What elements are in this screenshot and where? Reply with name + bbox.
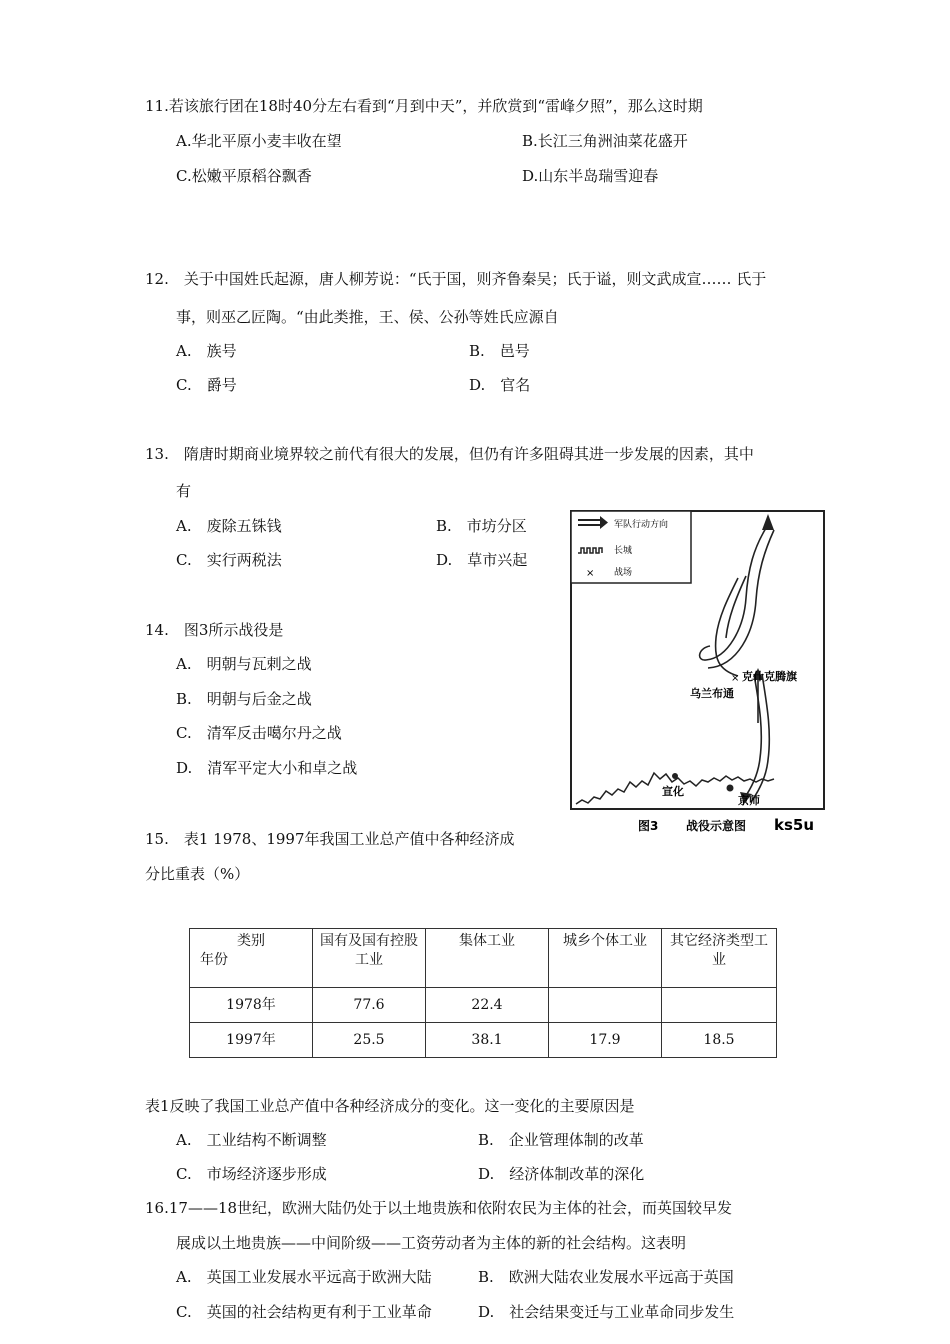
q15-option-a: A. 工业结构不断调整 xyxy=(176,1131,327,1149)
q11-option-a: A.华北平原小麦丰收在望 xyxy=(176,132,342,150)
q14-option-d: D. 清军平定大小和卓之战 xyxy=(176,759,358,777)
q12-stem-line2: 事，则巫乙匠陶。“由此类推，王、侯、公孙等姓氏应源自 xyxy=(176,308,559,326)
q11-stem: 11.若该旅行团在18时40分左右看到“月到中天”，并欣赏到“雷峰夕照”，那么这时期 xyxy=(145,97,703,115)
q16-option-d: D. 社会结果变迁与工业革命同步发生 xyxy=(478,1303,735,1321)
legend-wall-icon xyxy=(578,548,602,553)
q12-option-a: A. 族号 xyxy=(176,342,237,360)
q16-option-a: A. 英国工业发展水平远高于欧洲大陆 xyxy=(176,1268,432,1286)
q13-stem-line2: 有 xyxy=(176,482,192,500)
q14-stem: 14. 图3所示战役是 xyxy=(145,621,284,639)
q12-option-d: D. 官名 xyxy=(469,376,531,394)
table-cell: 18.5 xyxy=(662,1023,777,1058)
jingshi-dot xyxy=(727,785,734,792)
q13-option-a: A. 废除五铢钱 xyxy=(176,517,282,535)
legend-battle-icon: × xyxy=(586,568,595,579)
place-keshiketeng: 克什克腾旗 xyxy=(742,670,797,683)
table-cell: 22.4 xyxy=(426,988,549,1023)
table-cell-year: 1978年 xyxy=(190,988,313,1023)
place-jingshi: 京师 xyxy=(738,794,760,807)
q13-stem-line1: 13. 隋唐时期商业境界较之前代有很大的发展，但仍有许多阻碍其进一步发展的因素，其中 xyxy=(145,445,754,463)
table-cell: 25.5 xyxy=(313,1023,426,1058)
table-1 xyxy=(189,928,777,1058)
table-header-cell: 集体工业 xyxy=(426,929,549,988)
table-header-cell: 国有及国有控股工业 xyxy=(313,929,426,988)
table-row xyxy=(190,988,777,1023)
table-header-cell: 城乡个体工业 xyxy=(549,929,662,988)
q12-option-c: C. 爵号 xyxy=(176,376,237,394)
table-cell: 77.6 xyxy=(313,988,426,1023)
place-wulanbutong: 乌兰布通 xyxy=(690,687,734,700)
q15-after-text: 表1反映了我国工业总产值中各种经济成分的变化。这一变化的主要原因是 xyxy=(145,1097,635,1115)
q14-option-a: A. 明朝与瓦剌之战 xyxy=(176,655,312,673)
q15-stem-line2: 分比重表（%） xyxy=(145,865,250,883)
q16-stem-line2: 展成以土地贵族——中间阶级——工资劳动者为主体的新的社会结构。这表明 xyxy=(176,1234,687,1252)
place-xuanhua: 宣化 xyxy=(662,785,684,798)
figure-caption-title: 战役示意图 xyxy=(686,819,747,833)
table-cell: 38.1 xyxy=(426,1023,549,1058)
table-cell-year: 1997年 xyxy=(190,1023,313,1058)
q13-option-b: B. 市坊分区 xyxy=(436,517,527,535)
q15-option-b: B. 企业管理体制的改革 xyxy=(478,1131,644,1149)
q14-option-b: B. 明朝与后金之战 xyxy=(176,690,312,708)
watermark-text: ks5u xyxy=(774,816,815,834)
q16-option-b: B. 欧洲大陆农业发展水平远高于英国 xyxy=(478,1268,734,1286)
q16-stem-line1: 16.17——18世纪，欧洲大陆仍处于以土地贵族和依附农民为主体的社会，而英国较早发 xyxy=(145,1199,733,1217)
table-header-cell: 其它经济类型工业 xyxy=(662,929,777,988)
q16-option-c: C. 英国的社会结构更有利于工业革命 xyxy=(176,1303,432,1321)
q13-option-c: C. 实行两税法 xyxy=(176,551,282,569)
q14-option-c: C. 清军反击噶尔丹之战 xyxy=(176,724,342,742)
table-row xyxy=(190,1023,777,1058)
legend-battle-label: 战场 xyxy=(614,568,633,578)
xuanhua-dot xyxy=(672,773,678,779)
q12-option-b: B. 邑号 xyxy=(469,342,530,360)
table-corner-cell xyxy=(190,929,313,988)
legend-wall-label: 长城 xyxy=(614,546,633,556)
legend-march-label: 军队行动方向 xyxy=(614,520,669,530)
table-cell xyxy=(662,988,777,1023)
battle-map-figure xyxy=(568,508,830,838)
q11-option-b: B.长江三角洲油菜花盛开 xyxy=(522,132,688,150)
q11-option-d: D.山东半岛瑞雪迎春 xyxy=(522,167,659,185)
table-corner-category: 类别 xyxy=(237,933,265,949)
q15-option-c: C. 市场经济逐步形成 xyxy=(176,1165,327,1183)
table-cell: 17.9 xyxy=(549,1023,662,1058)
figure-caption-number: 图3 xyxy=(638,819,659,833)
q12-stem-line1: 12. 关于中国姓氏起源，唐人柳芳说：“氏于国，则齐鲁秦吴；氏于谥，则文武成宣…… 氏于 xyxy=(145,270,767,288)
q13-option-d: D. 草市兴起 xyxy=(436,551,528,569)
q15-option-d: D. 经济体制改革的深化 xyxy=(478,1165,645,1183)
table-cell xyxy=(549,988,662,1023)
q15-stem-line1: 15. 表1 1978、1997年我国工业总产值中各种经济成 xyxy=(145,830,515,848)
table-header-row xyxy=(190,929,777,988)
battle-site-mark: × xyxy=(731,673,740,684)
table-corner-year: 年份 xyxy=(200,952,228,968)
q11-option-c: C.松嫩平原稻谷飘香 xyxy=(176,167,312,185)
